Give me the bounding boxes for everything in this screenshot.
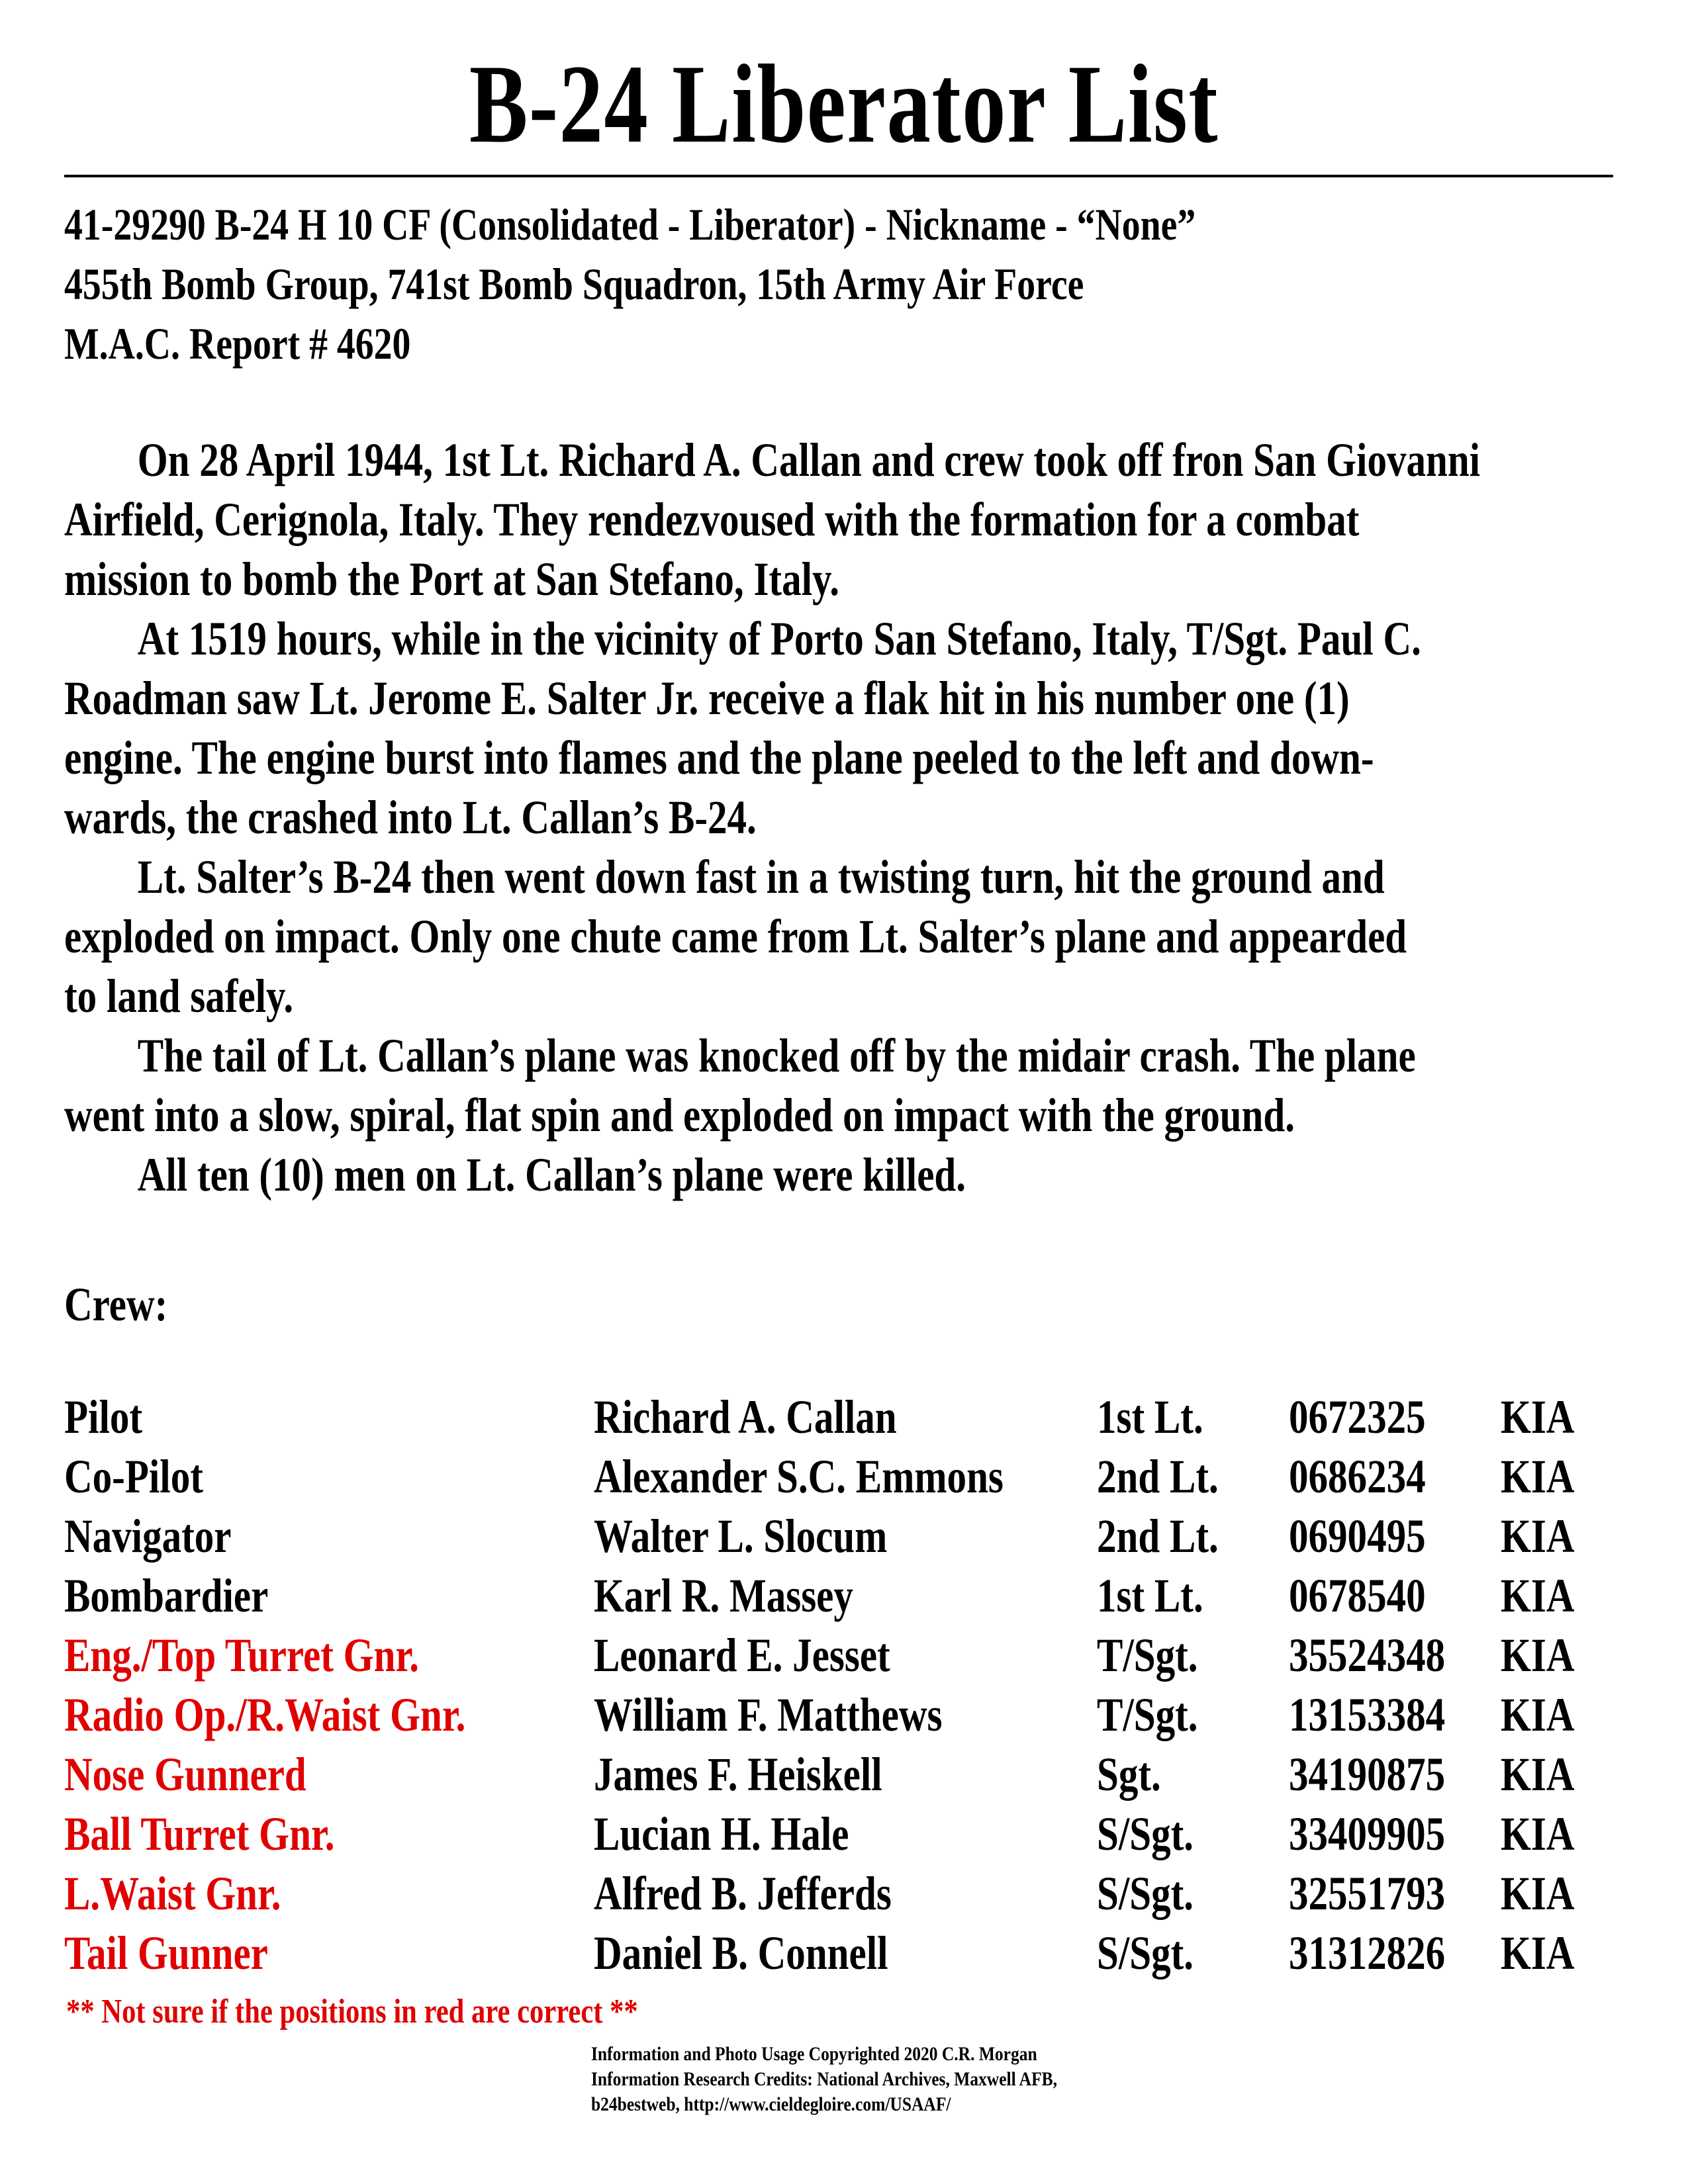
crew-row	[64, 1509, 1653, 1569]
crew-name: James F. Heiskell	[594, 1748, 882, 1801]
crew-position: Ball Turret Gnr.	[64, 1807, 335, 1860]
crew-status: KIA	[1501, 1688, 1575, 1741]
crew-serial: 34190875	[1289, 1748, 1446, 1801]
narrative-paragraph: Lt. Salter’s B-24 then went down fast in a twisting turn, hit the ground and exploded on impact. Only one chute came from Lt. Salter’s plane and appearded to land safely.	[64, 850, 1407, 1023]
crew-position: Pilot	[64, 1390, 143, 1443]
uncertainty-note: ** Not sure if the positions in red are correct **	[66, 1993, 638, 2030]
crew-serial: 0686234	[1289, 1450, 1426, 1503]
crew-rank: Sgt.	[1097, 1748, 1161, 1801]
narrative-paragraph: All ten (10) men on Lt. Callan’s plane were killed.	[137, 1148, 966, 1201]
crew-serial: 33409905	[1289, 1807, 1446, 1860]
report-line: M.A.C. Report # 4620	[64, 318, 411, 369]
title-divider	[64, 175, 1613, 177]
crew-serial: 0690495	[1289, 1510, 1426, 1563]
crew-serial: 35524348	[1289, 1629, 1446, 1682]
crew-rank: T/Sgt.	[1097, 1688, 1198, 1741]
crew-position: Bombardier	[64, 1569, 269, 1622]
crew-name: Daniel B. Connell	[594, 1927, 888, 1979]
credit-line: Information Research Credits: National Archives, Maxwell AFB,	[591, 2068, 1058, 2090]
crew-status: KIA	[1501, 1748, 1575, 1801]
unit-line: 455th Bomb Group, 741st Bomb Squadron, 15th Army Air Force	[64, 259, 1084, 309]
crew-name: Walter L. Slocum	[594, 1510, 888, 1563]
crew-name: Karl R. Massey	[594, 1569, 853, 1622]
narrative-paragraph: At 1519 hours, while in the vicinity of Porto San Stefano, Italy, T/Sgt. Paul C. Roadman saw Lt. Jerome E. Salter Jr. receive a flak hit in his number one (1) engine. The engine burst into flames and the plane peeled to the left and down- wards, the crashed into Lt. Callan’s B-24.	[64, 612, 1421, 844]
crew-serial: 13153384	[1289, 1688, 1446, 1741]
crew-row	[64, 1926, 1653, 1985]
crew-status: KIA	[1501, 1510, 1575, 1563]
crew-rank: 2nd Lt.	[1097, 1510, 1219, 1563]
crew-position: Co-Pilot	[64, 1450, 203, 1503]
credits	[591, 2042, 1057, 2117]
crew-rank: S/Sgt.	[1097, 1927, 1194, 1979]
crew-row	[64, 1747, 1653, 1807]
crew-row	[64, 1449, 1653, 1509]
crew-name: Alfred B. Jefferds	[594, 1867, 892, 1920]
aircraft-id-line: 41-29290 B-24 H 10 CF (Consolidated - Liberator) - Nickname - “None”	[64, 199, 1196, 250]
crew-name: Leonard E. Jesset	[594, 1629, 890, 1682]
crew-row	[64, 1628, 1653, 1688]
crew-row	[64, 1807, 1653, 1866]
crew-position: L.Waist Gnr.	[64, 1867, 281, 1920]
crew-row	[64, 1569, 1653, 1628]
crew-status: KIA	[1501, 1927, 1575, 1979]
credit-line: Information and Photo Usage Copyrighted 2020 C.R. Morgan	[591, 2043, 1037, 2065]
crew-rank: T/Sgt.	[1097, 1629, 1198, 1682]
crew-position: Radio Op./R.Waist Gnr.	[64, 1688, 466, 1741]
crew-serial: 0678540	[1289, 1569, 1426, 1622]
crew-name: William F. Matthews	[594, 1688, 943, 1741]
crew-status: KIA	[1501, 1807, 1575, 1860]
crew-position: Tail Gunner	[64, 1927, 268, 1979]
crew-serial: 0672325	[1289, 1390, 1426, 1443]
crew-status: KIA	[1501, 1629, 1575, 1682]
crew-serial: 31312826	[1289, 1927, 1446, 1979]
crew-status: KIA	[1501, 1867, 1575, 1920]
crew-rank: 1st Lt.	[1097, 1390, 1203, 1443]
crew-row	[64, 1390, 1653, 1449]
crew-status: KIA	[1501, 1450, 1575, 1503]
narrative	[64, 430, 1638, 1205]
credit-line: b24bestweb, http://www.cieldegloire.com/USAAF/	[591, 2093, 951, 2115]
crew-rank: S/Sgt.	[1097, 1807, 1194, 1860]
crew-rank: S/Sgt.	[1097, 1867, 1194, 1920]
crew-status: KIA	[1501, 1569, 1575, 1622]
narrative-paragraph: The tail of Lt. Callan’s plane was knocked off by the midair crash. The plane went into a slow, spiral, flat spin and exploded on impact with the ground.	[64, 1029, 1416, 1142]
crew-row	[64, 1688, 1653, 1747]
crew-rank: 2nd Lt.	[1097, 1450, 1219, 1503]
crew-status: KIA	[1501, 1390, 1575, 1443]
crew-rank: 1st Lt.	[1097, 1569, 1203, 1622]
crew-name: Richard A. Callan	[594, 1390, 897, 1443]
page-title: B-24 Liberator List	[469, 42, 1219, 166]
crew-position: Eng./Top Turret Gnr.	[64, 1629, 419, 1682]
crew-row	[64, 1866, 1653, 1926]
crew-position: Navigator	[64, 1510, 232, 1563]
crew-position: Nose Gunnerd	[64, 1748, 306, 1801]
crew-serial: 32551793	[1289, 1867, 1446, 1920]
crew-name: Lucian H. Hale	[594, 1807, 849, 1860]
crew-name: Alexander S.C. Emmons	[594, 1450, 1004, 1503]
crew-table	[64, 1390, 1653, 1985]
narrative-paragraph: On 28 April 1944, 1st Lt. Richard A. Callan and crew took off fron San Giovanni Airfield, Cerignola, Italy. They rendezvoused with the formation for a combat mission to bomb the Port at San Stefano, Italy.	[64, 433, 1481, 606]
crew-heading: Crew:	[64, 1278, 168, 1331]
